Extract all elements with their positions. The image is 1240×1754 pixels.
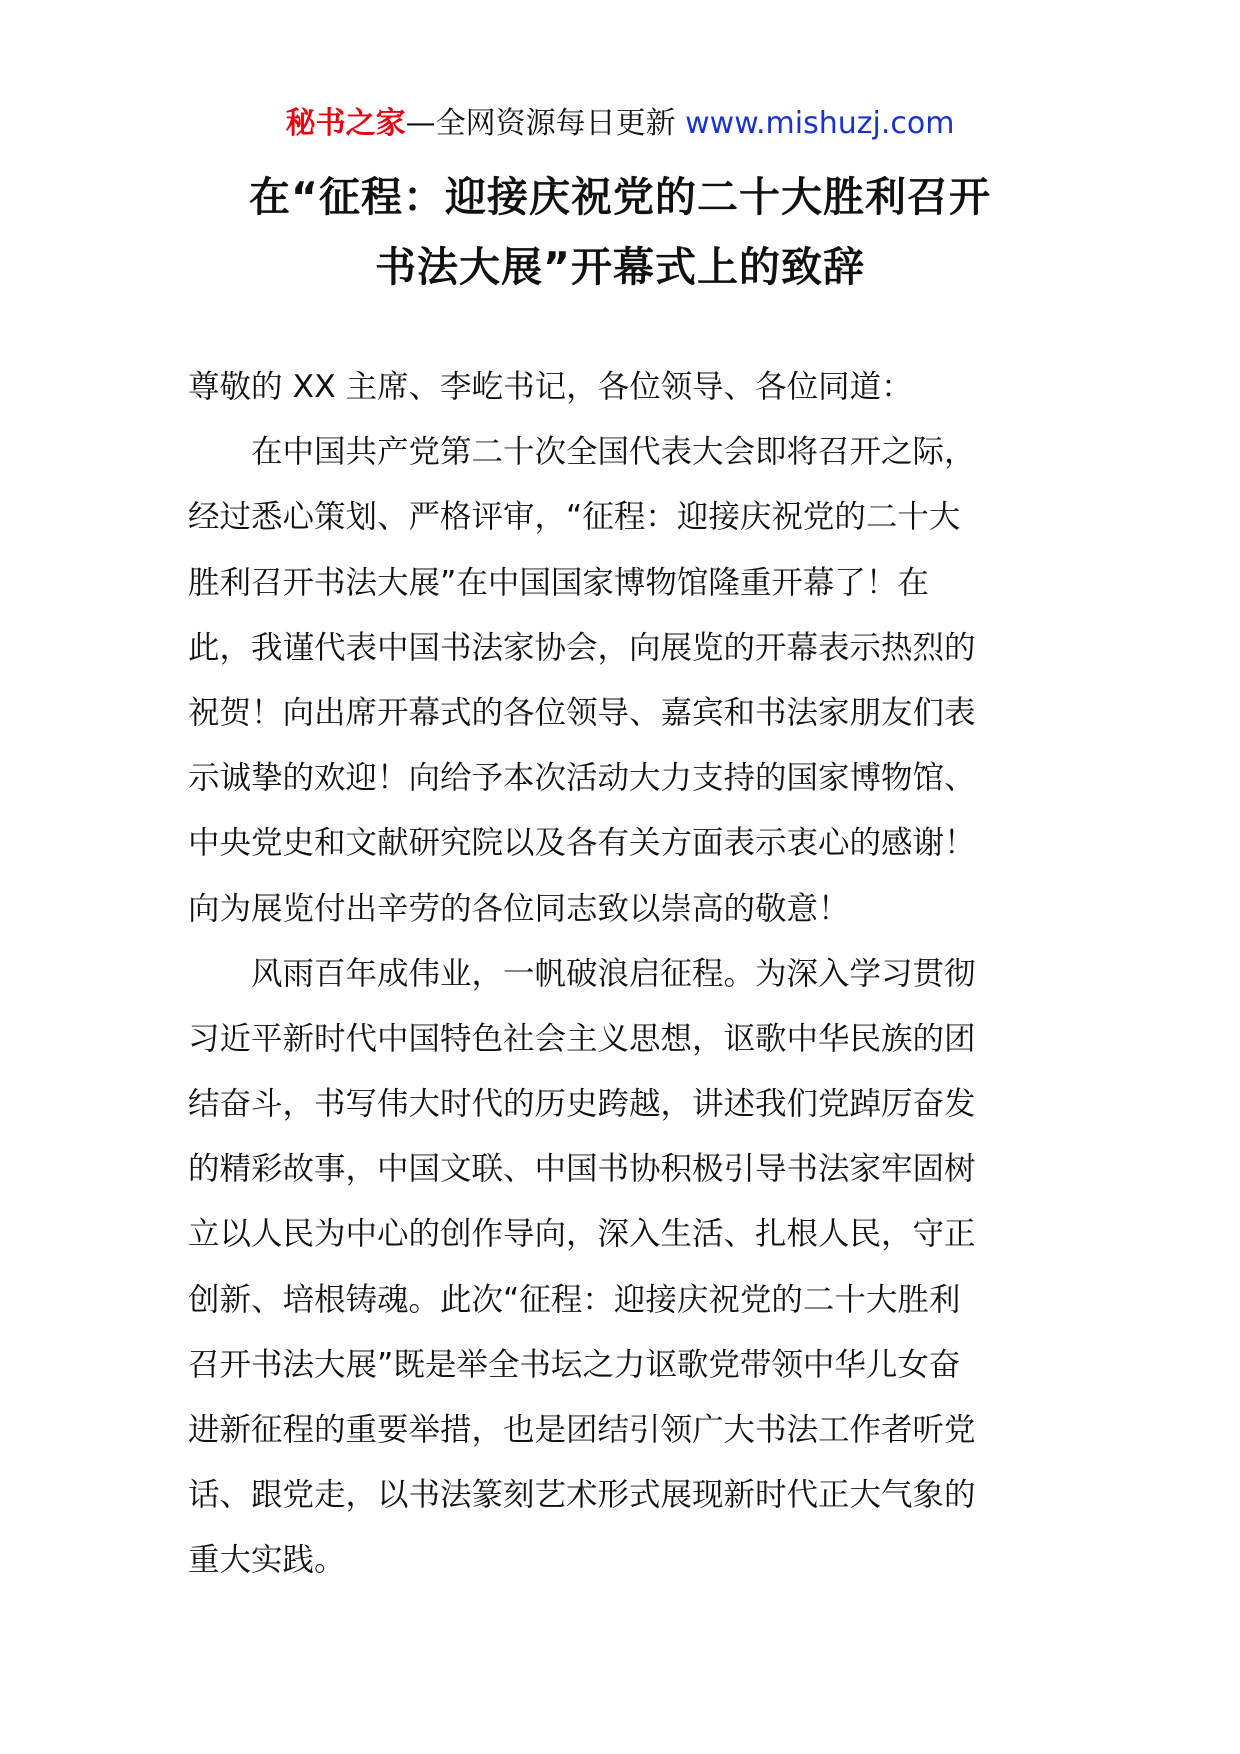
paragraph-line: 进新征程的重要举措，也是团结引领广大书法工作者听党 xyxy=(188,1412,976,1448)
paragraph-2 xyxy=(188,942,1058,1594)
paragraph-line: 话、跟党走，以书法篆刻艺术形式展现新时代正大气象的 xyxy=(188,1477,976,1514)
paragraph-line: 在中国共产党第二十次全国代表大会即将召开之际， xyxy=(251,434,976,471)
paragraph-line: 祝贺！向出席开幕式的各位领导、嘉宾和书法家朋友们表 xyxy=(188,694,976,731)
salutation: 尊敬的 XX 主席、李屹书记，各位领导、各位同道： xyxy=(188,369,913,405)
paragraph-line: 结奋斗，书写伟大时代的历史跨越，讲述我们党踔厉奋发 xyxy=(188,1086,976,1123)
paragraph-line: 立以人民为中心的创作导向，深入生活、扎根人民，守正 xyxy=(188,1216,976,1253)
paragraph-line: 胜利召开书法大展”在中国国家博物馆隆重开幕了！在 xyxy=(188,564,929,601)
paragraph-line: 此，我谨代表中国书法家协会，向展览的开幕表示热烈的 xyxy=(188,629,976,666)
paragraph-line: 中央党史和文献研究院以及各有关方面表示衷心的感谢！ xyxy=(188,825,976,862)
paragraph-line: 向为展览付出辛劳的各位同志致以崇高的敬意！ xyxy=(188,890,850,927)
site-url-link[interactable]: www.mishuzj.com xyxy=(685,106,955,141)
paragraph-line: 风雨百年成伟业，一帆破浪启征程。为深入学习贯彻 xyxy=(251,955,976,992)
paragraph-line: 示诚挚的欢迎！向给予本次活动大力支持的国家博物馆、 xyxy=(188,760,976,797)
title-line-1: 在“征程：迎接庆祝党的二十大胜利召开 xyxy=(249,173,991,221)
paragraph-line: 的精彩故事，中国文联、中国书协积极引导书法家牢固树 xyxy=(188,1151,976,1188)
document-title xyxy=(150,162,1090,302)
site-tagline: —全网资源每日更新 xyxy=(405,106,676,141)
paragraph-line: 习近平新时代中国特色社会主义思想，讴歌中华民族的团 xyxy=(188,1020,976,1057)
paragraph-1 xyxy=(188,420,1058,942)
paragraph-line: 重大实践。 xyxy=(188,1542,346,1579)
title-line-2: 书法大展”开幕式上的致辞 xyxy=(375,243,865,291)
paragraph-line: 召开书法大展”既是举全书坛之力讴歌党带领中华儿女奋 xyxy=(188,1346,961,1383)
document-body xyxy=(188,355,1058,1594)
paragraph-line: 经过悉心策划、严格评审，“征程：迎接庆祝党的二十大 xyxy=(188,499,961,536)
site-brand: 秘书之家 xyxy=(285,106,406,141)
site-header xyxy=(0,102,1240,146)
paragraph-line: 创新、培根铸魂。此次“征程：迎接庆祝党的二十大胜利 xyxy=(188,1281,961,1318)
